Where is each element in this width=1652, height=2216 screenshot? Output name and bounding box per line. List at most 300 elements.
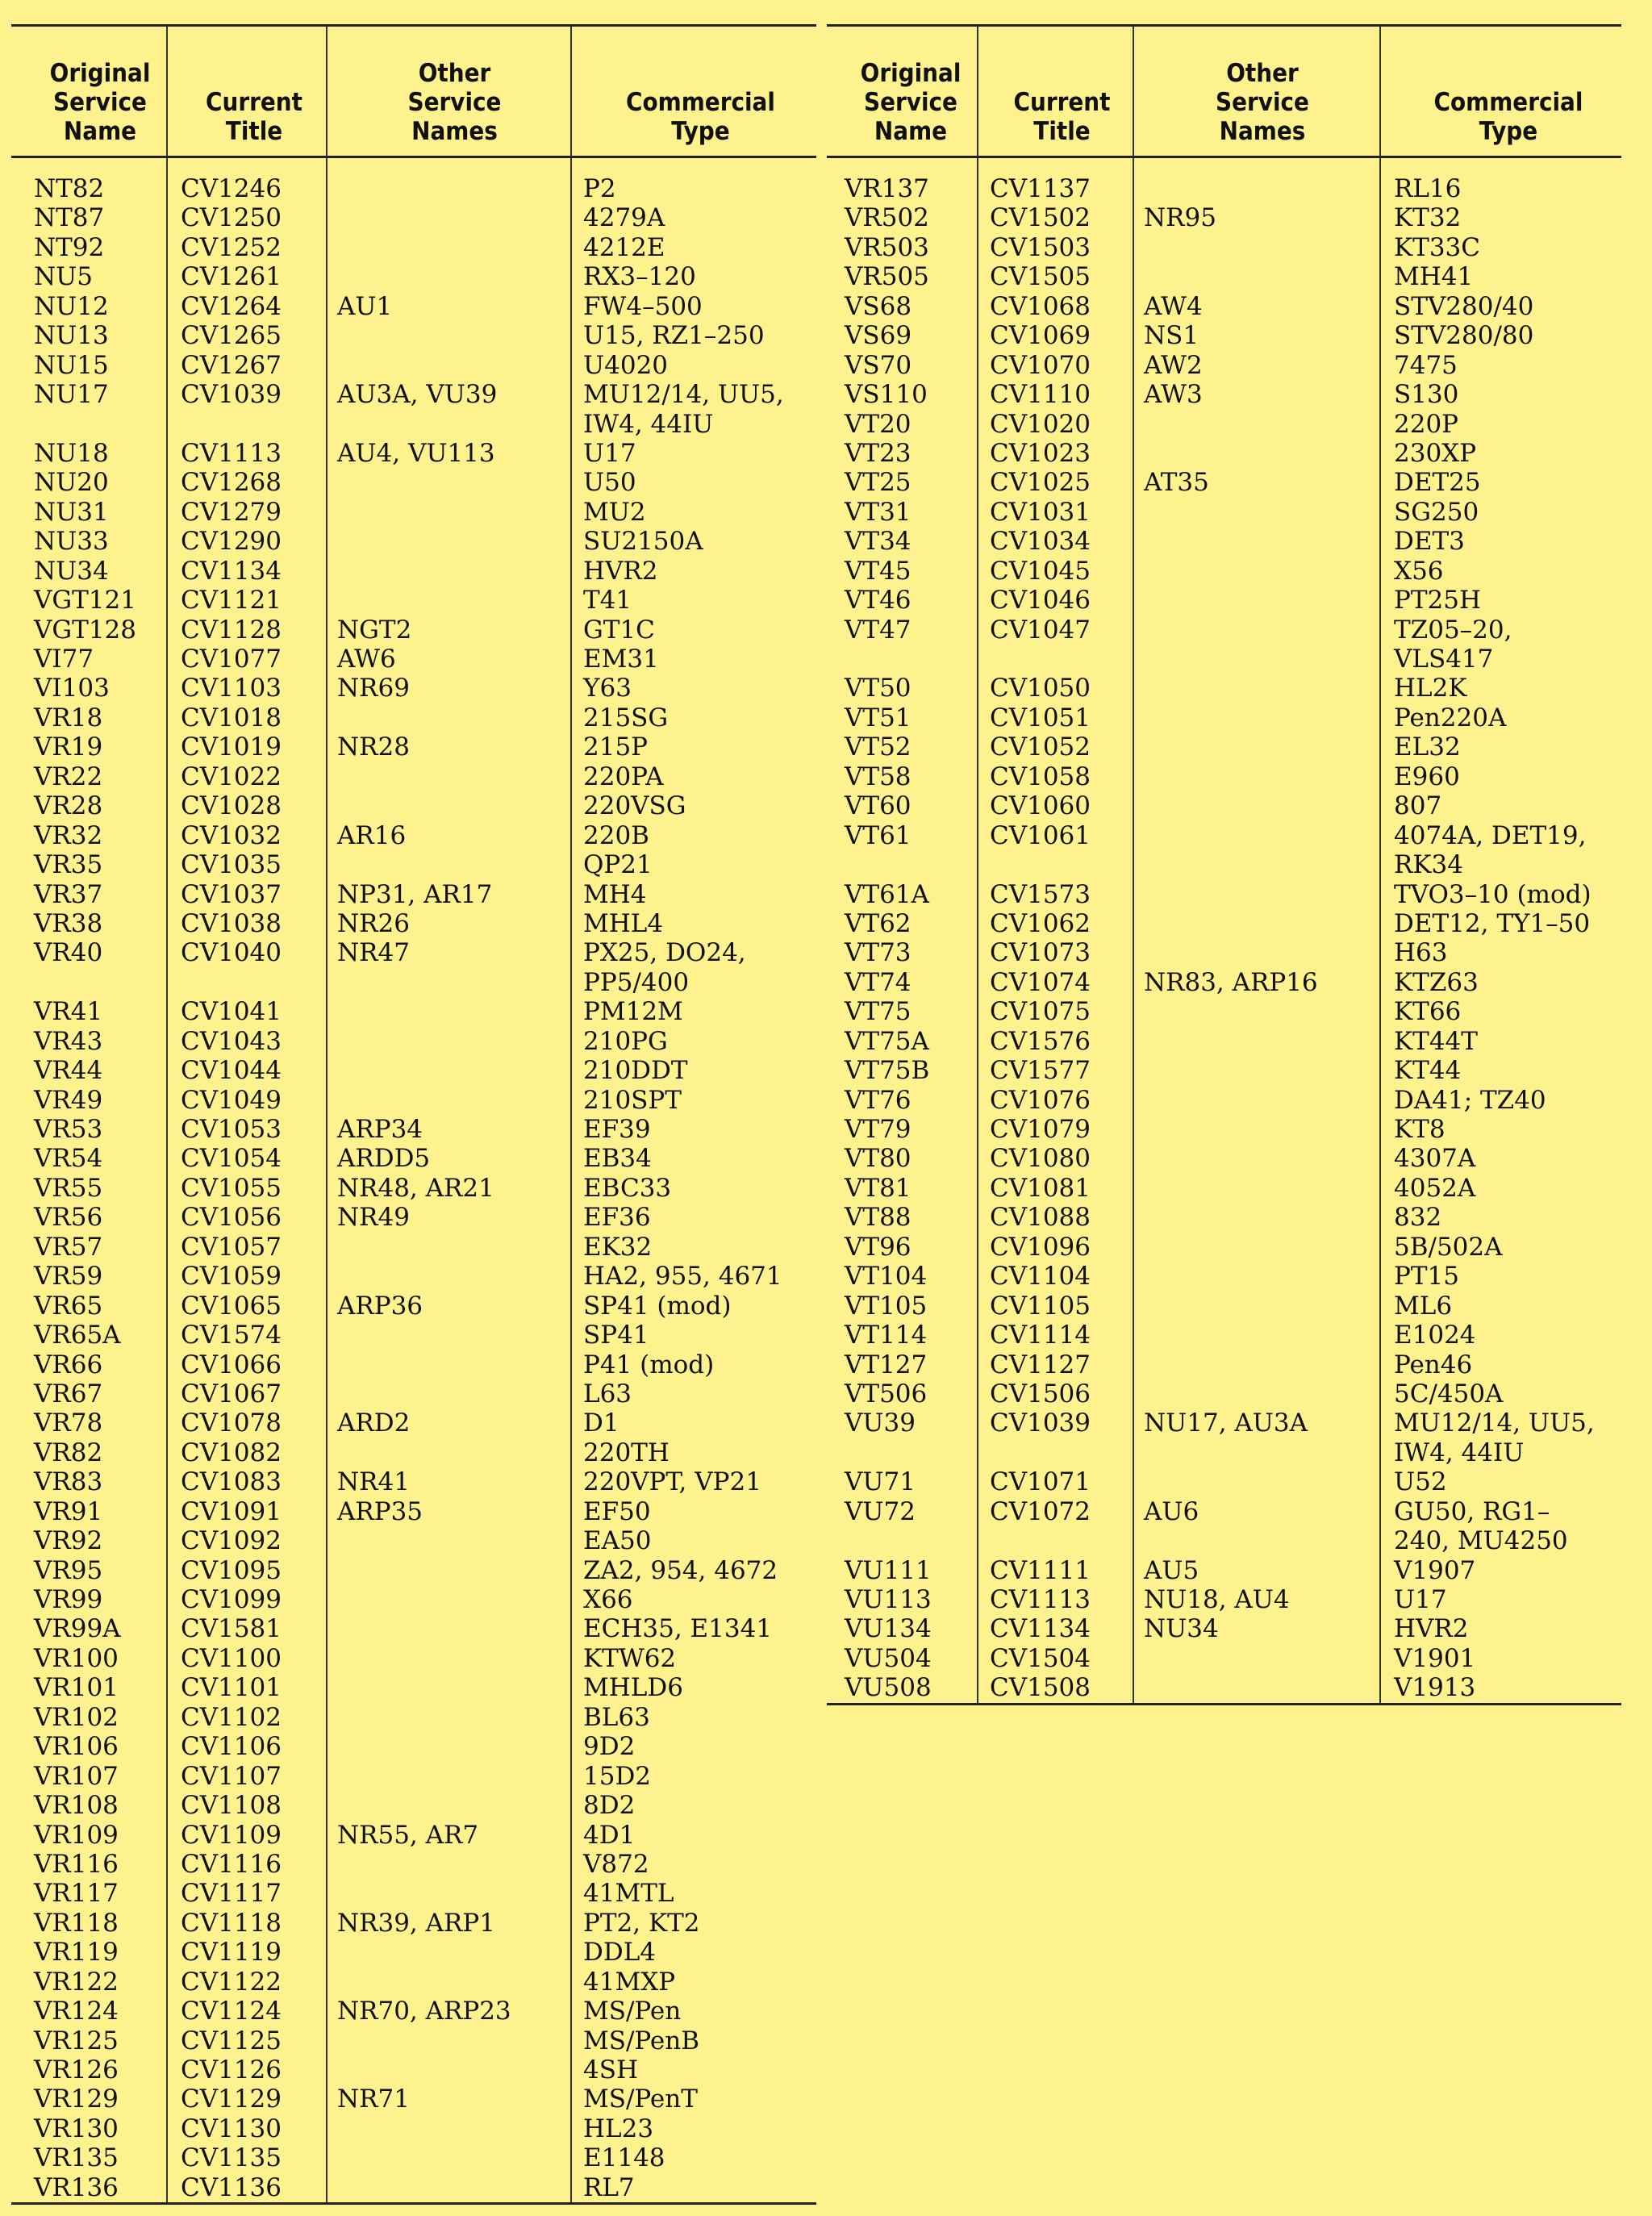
commercial-type-cell: 9D2 (583, 1732, 636, 1762)
commercial-type-cell: Pen46 (1394, 1350, 1473, 1379)
current-title-cell: CV1074 (990, 967, 1091, 997)
original-service-name-cell: NU34 (34, 556, 109, 586)
current-title-cell: CV1100 (181, 1643, 282, 1673)
other-service-names-cell (1133, 1526, 1379, 1555)
other-service-names-cell (1133, 674, 1379, 703)
other-service-names-cell (326, 557, 570, 586)
other-service-names-cell (326, 791, 570, 820)
other-service-names-cell: NU34 (1144, 1614, 1219, 1644)
other-service-names-cell: ARP35 (337, 1496, 423, 1526)
commercial-type-cell: STV280/40 (1394, 291, 1534, 321)
other-service-names-cell (326, 1086, 570, 1115)
commercial-type-cell: HVR2 (1394, 1614, 1469, 1644)
original-service-name-cell: VR54 (34, 1144, 103, 1174)
other-service-names-cell (1133, 938, 1379, 967)
current-title-cell: CV1135 (181, 2143, 282, 2173)
commercial-type-cell: E960 (1394, 762, 1460, 791)
table-row (11, 1233, 816, 1262)
commercial-type-cell: FW4–500 (583, 291, 703, 321)
table-row (11, 1174, 816, 1203)
other-service-names-cell (1133, 821, 1379, 850)
original-service-name-cell: VR505 (845, 262, 929, 292)
other-service-names-cell (326, 1968, 570, 1997)
table-row (11, 1086, 816, 1115)
other-service-names-cell (1133, 1321, 1379, 1350)
original-service-name-cell: VT88 (845, 1203, 912, 1233)
original-service-name-cell: VR100 (34, 1643, 119, 1673)
table-row (11, 1703, 816, 1732)
commercial-type-cell: IW4, 44IU (1394, 1438, 1525, 1467)
current-title-cell: CV1040 (181, 938, 282, 968)
other-service-names-cell (1133, 233, 1379, 262)
original-service-name-cell: VS70 (845, 350, 912, 380)
commercial-type-cell: V1907 (1394, 1555, 1476, 1585)
current-title-cell (166, 410, 326, 439)
commercial-type-cell: D1 (583, 1408, 620, 1438)
current-title-cell: CV1134 (990, 1614, 1091, 1644)
current-title-cell (977, 645, 1133, 674)
current-title-cell: CV1077 (181, 645, 282, 674)
commercial-type-cell: 220VSG (583, 791, 686, 821)
commercial-type-cell: MU2 (583, 497, 646, 527)
commercial-type-cell: PT15 (1394, 1262, 1459, 1292)
other-service-names-cell: AU5 (1144, 1555, 1199, 1585)
header-other-service-names: Other Service Names (326, 27, 570, 156)
other-service-names-cell (326, 2143, 570, 2172)
commercial-type-cell: STV280/80 (1394, 321, 1534, 351)
commercial-type-cell: PT2, KT2 (583, 1908, 700, 1938)
commercial-type-cell: KTZ63 (1394, 967, 1479, 997)
commercial-type-cell: 4SH (583, 2055, 638, 2085)
commercial-type-cell: EF50 (583, 1496, 651, 1526)
current-title-cell: CV1576 (990, 1026, 1091, 1056)
current-title-cell: CV1110 (990, 380, 1091, 410)
other-service-names-cell (326, 1556, 570, 1585)
table-row (11, 2114, 816, 2143)
table-row (11, 703, 816, 732)
commercial-type-cell: HL23 (583, 2114, 654, 2143)
table-row (11, 2055, 816, 2085)
commercial-type-cell: 5C/450A (1394, 1379, 1504, 1408)
other-service-names-cell (1133, 410, 1379, 439)
original-service-name-cell: VR109 (34, 1820, 119, 1850)
other-service-names-cell (1133, 1292, 1379, 1321)
table-row (11, 1203, 816, 1232)
commercial-type-cell: SP41 (mod) (583, 1291, 732, 1321)
other-service-names-cell (1133, 997, 1379, 1026)
original-service-name-cell: VS69 (845, 321, 912, 351)
commercial-type-cell: U4020 (583, 350, 669, 380)
original-service-name-cell: VR40 (34, 938, 103, 968)
commercial-type-cell: RL16 (1394, 174, 1462, 203)
other-service-names-cell (326, 1791, 570, 1820)
table-row (11, 262, 816, 291)
table-row (11, 1262, 816, 1291)
commercial-type-cell: HVR2 (583, 556, 658, 586)
other-service-names-cell (326, 762, 570, 791)
current-title-cell: CV1060 (990, 791, 1091, 821)
original-service-name-cell: VR125 (34, 2026, 119, 2055)
other-service-names-cell (326, 1056, 570, 1085)
table-row (11, 1379, 816, 1408)
table-row (827, 321, 1621, 350)
original-service-name-cell: VT47 (845, 615, 912, 645)
current-title-cell: CV1037 (181, 879, 282, 909)
table-row (827, 292, 1621, 321)
other-service-names-cell: AR16 (337, 820, 407, 850)
table-row (827, 791, 1621, 820)
commercial-type-cell: 15D2 (583, 1761, 652, 1791)
other-service-names-cell (1133, 1262, 1379, 1291)
original-service-name-cell: NU18 (34, 438, 109, 468)
current-title-cell (166, 968, 326, 997)
table-row (11, 2143, 816, 2172)
commercial-type-cell: MHLD6 (583, 1673, 683, 1703)
current-title-cell: CV1065 (181, 1291, 282, 1321)
commercial-type-cell: V1901 (1394, 1643, 1476, 1673)
other-service-names-cell (326, 410, 570, 439)
table-row (11, 1762, 816, 1791)
other-service-names-cell (326, 2114, 570, 2143)
other-service-names-cell (326, 321, 570, 350)
other-service-names-cell (326, 1262, 570, 1291)
current-title-cell: CV1122 (181, 1967, 282, 1997)
current-title-cell: CV1101 (181, 1673, 282, 1703)
original-service-name-cell: VR19 (34, 732, 103, 762)
current-title-cell: CV1034 (990, 527, 1091, 557)
current-title-cell: CV1265 (181, 321, 282, 351)
other-service-names-cell (1133, 732, 1379, 762)
commercial-type-cell: U17 (1394, 1585, 1447, 1614)
current-title-cell: CV1069 (990, 321, 1091, 351)
original-service-name-cell: VR99A (34, 1614, 121, 1644)
table-row (827, 1203, 1621, 1232)
table-row (11, 1292, 816, 1321)
other-service-names-cell (326, 498, 570, 527)
current-title-cell: CV1125 (181, 2026, 282, 2055)
current-title-cell: CV1062 (990, 908, 1091, 938)
other-service-names-cell: AU3A, VU39 (337, 380, 498, 410)
other-service-names-cell (326, 1673, 570, 1702)
original-service-name-cell: VR59 (34, 1262, 103, 1292)
other-service-names-cell (326, 850, 570, 879)
current-title-cell: CV1128 (181, 615, 282, 645)
other-service-names-cell (326, 703, 570, 732)
other-service-names-cell (1133, 1203, 1379, 1232)
commercial-type-cell: KT33C (1394, 232, 1481, 262)
table-row (827, 1350, 1621, 1379)
table-row (11, 968, 816, 997)
other-service-names-cell (1133, 1086, 1379, 1115)
current-title-cell: CV1050 (990, 674, 1091, 703)
table-row (827, 997, 1621, 1026)
table-row (11, 1321, 816, 1350)
table-row (827, 1027, 1621, 1056)
commercial-type-cell: P2 (583, 174, 616, 203)
original-service-name-cell: VI103 (34, 674, 110, 703)
original-service-name-cell: VT127 (845, 1350, 928, 1379)
commercial-type-cell: 5B/502A (1394, 1232, 1503, 1262)
original-service-name-cell: VT73 (845, 938, 912, 968)
table-row (827, 1262, 1621, 1291)
original-service-name-cell: VT61 (845, 820, 912, 850)
original-service-name-cell: VU134 (845, 1614, 932, 1644)
table-body (827, 158, 1621, 1703)
table-row (11, 1909, 816, 1938)
table-row (11, 468, 816, 497)
current-title-cell: CV1079 (990, 1115, 1091, 1144)
table-row (11, 1821, 816, 1850)
commercial-type-cell: RX3–120 (583, 262, 696, 292)
table-row (827, 732, 1621, 762)
other-service-names-cell: AU1 (337, 291, 393, 321)
original-service-name-cell: VT45 (845, 556, 912, 586)
current-title-cell: CV1504 (990, 1643, 1091, 1673)
original-service-name-cell (11, 410, 166, 439)
commercial-type-cell: U15, RZ1–250 (583, 321, 765, 351)
commercial-type-cell: SU2150A (583, 527, 703, 557)
other-service-names-cell (326, 1350, 570, 1379)
current-title-cell: CV1573 (990, 879, 1091, 909)
commercial-type-cell: 4307A (1394, 1144, 1476, 1174)
current-title-cell: CV1028 (181, 791, 282, 821)
original-service-name-cell: VR101 (34, 1673, 119, 1703)
other-service-names-cell: NR26 (337, 908, 410, 938)
current-title-cell: CV1095 (181, 1555, 282, 1585)
original-service-name-cell: VR122 (34, 1967, 119, 1997)
current-title-cell: CV1117 (181, 1879, 282, 1909)
other-service-names-cell (326, 1703, 570, 1732)
commercial-type-cell: 4279A (583, 203, 665, 233)
table-row (827, 1526, 1621, 1555)
original-service-name-cell: VT74 (845, 967, 912, 997)
current-title-cell: CV1045 (990, 556, 1091, 586)
commercial-type-cell: 215P (583, 732, 649, 762)
commercial-type-cell: BL63 (583, 1702, 650, 1732)
other-service-names-cell: AW2 (1144, 350, 1203, 380)
current-title-cell: CV1061 (990, 820, 1091, 850)
current-title-cell: CV1083 (181, 1467, 282, 1497)
table-row (827, 703, 1621, 732)
other-service-names-cell (1133, 1115, 1379, 1144)
table-row (827, 351, 1621, 380)
other-service-names-cell: NR47 (337, 938, 410, 968)
original-service-name-cell: VR130 (34, 2114, 119, 2143)
commercial-type-cell: H63 (1394, 938, 1448, 968)
current-title-cell: CV1058 (990, 762, 1091, 791)
current-title-cell: CV1103 (181, 674, 282, 703)
original-service-name-cell: VU71 (845, 1467, 916, 1497)
other-service-names-cell: AU4, VU113 (337, 438, 495, 468)
original-service-name-cell: VR66 (34, 1350, 103, 1379)
commercial-type-cell: GT1C (583, 615, 655, 645)
table-row (827, 1174, 1621, 1203)
commercial-type-cell: EA50 (583, 1526, 652, 1556)
original-service-name-cell: VR118 (34, 1908, 119, 1938)
other-service-names-cell (326, 351, 570, 380)
other-service-names-cell (1133, 850, 1379, 879)
current-title-cell: CV1070 (990, 350, 1091, 380)
commercial-type-cell: MU12/14, UU5, (583, 380, 784, 410)
current-title-cell: CV1505 (990, 262, 1091, 292)
table-row (827, 1115, 1621, 1144)
table-row (827, 527, 1621, 556)
current-title-cell: CV1130 (181, 2114, 282, 2143)
current-title-cell: CV1134 (181, 556, 282, 586)
table-row (827, 938, 1621, 967)
current-title-cell: CV1113 (181, 438, 282, 468)
commercial-type-cell: VLS417 (1394, 645, 1494, 674)
table-row (11, 1879, 816, 1908)
original-service-name-cell: VU111 (845, 1555, 932, 1585)
other-service-names-cell: NR69 (337, 674, 410, 703)
table-row (11, 997, 816, 1026)
other-service-names-cell (326, 1938, 570, 1967)
original-service-name-cell: VT75B (845, 1056, 930, 1086)
original-service-name-cell: VU113 (845, 1585, 932, 1614)
other-service-names-cell: NR55, AR7 (337, 1820, 479, 1850)
original-service-name-cell: VT75 (845, 997, 912, 1027)
original-service-name-cell: VR95 (34, 1555, 103, 1585)
other-service-names-cell: AT35 (1144, 468, 1209, 498)
commercial-type-cell: MS/PenT (583, 2085, 698, 2114)
original-service-name-cell: VR38 (34, 908, 103, 938)
commercial-type-cell: U17 (583, 438, 636, 468)
commercial-type-cell: DET12, TY1–50 (1394, 908, 1591, 938)
current-title-cell: CV1124 (181, 1997, 282, 2026)
current-title-cell: CV1136 (181, 2172, 282, 2202)
current-title-cell: CV1577 (990, 1056, 1091, 1086)
other-service-names-cell (1133, 880, 1379, 909)
current-title-cell: CV1137 (990, 174, 1091, 203)
original-service-name-cell (827, 1526, 977, 1555)
table-header (11, 27, 816, 158)
current-title-cell: CV1067 (181, 1379, 282, 1408)
table-row (11, 1644, 816, 1673)
other-service-names-cell (1133, 1056, 1379, 1085)
other-service-names-cell: ARP34 (337, 1115, 423, 1144)
table-row (11, 2026, 816, 2055)
table-row (11, 2173, 816, 2202)
table-row (827, 1673, 1621, 1702)
other-service-names-cell: AW4 (1144, 291, 1203, 321)
commercial-type-cell: SP41 (583, 1321, 649, 1350)
original-service-name-cell: VT51 (845, 703, 912, 732)
commercial-type-cell: EF36 (583, 1203, 651, 1233)
table-row (827, 498, 1621, 527)
table-row (11, 1438, 816, 1467)
current-title-cell: CV1129 (181, 2085, 282, 2114)
table-row (827, 557, 1621, 586)
current-title-cell: CV1019 (181, 732, 282, 762)
current-title-cell: CV1508 (990, 1673, 1091, 1703)
original-service-name-cell: NU12 (34, 291, 109, 321)
other-service-names-cell (1133, 557, 1379, 586)
original-service-name-cell (11, 968, 166, 997)
current-title-cell: CV1072 (990, 1496, 1091, 1526)
table-row (11, 1056, 816, 1085)
commercial-type-cell: 220PA (583, 762, 664, 791)
original-service-name-cell: VR49 (34, 1085, 103, 1115)
table-row (11, 1408, 816, 1438)
current-title-cell: CV1041 (181, 997, 282, 1027)
original-service-name-cell: VT52 (845, 732, 912, 762)
table-row (11, 1467, 816, 1496)
table-row (827, 1467, 1621, 1496)
current-title-cell: CV1047 (990, 615, 1091, 645)
current-title-cell: CV1088 (990, 1203, 1091, 1233)
commercial-type-cell: ECH35, E1341 (583, 1614, 773, 1644)
header-current-title: Current Title (166, 27, 326, 156)
commercial-type-cell: HL2K (1394, 674, 1467, 703)
original-service-name-cell: VR43 (34, 1026, 103, 1056)
commercial-type-cell: ZA2, 954, 4672 (583, 1555, 778, 1585)
original-service-name-cell (827, 1438, 977, 1467)
commercial-type-cell: 4052A (1394, 1173, 1476, 1203)
table-row (11, 1350, 816, 1379)
table-row (11, 498, 816, 527)
table-row (11, 1968, 816, 1997)
commercial-type-cell: 220B (583, 820, 649, 850)
original-service-name-cell: VGT128 (34, 615, 136, 645)
original-service-name-cell: VT81 (845, 1173, 912, 1203)
commercial-type-cell: 210DDT (583, 1056, 688, 1086)
current-title-cell: CV1025 (990, 468, 1091, 498)
other-service-names-cell: ARP36 (337, 1291, 423, 1321)
commercial-type-cell: 220VPT, VP21 (583, 1467, 761, 1497)
commercial-type-cell: MHL4 (583, 908, 664, 938)
table-row (11, 1526, 816, 1555)
commercial-type-cell: KT44 (1394, 1056, 1462, 1086)
commercial-type-cell: U52 (1394, 1467, 1447, 1497)
original-service-name-cell: VR78 (34, 1408, 103, 1438)
current-title-cell: CV1075 (990, 997, 1091, 1027)
table-row (827, 1644, 1621, 1673)
table-row (11, 292, 816, 321)
table-row (11, 1144, 816, 1173)
other-service-names-cell (326, 2026, 570, 2055)
table-row (11, 351, 816, 380)
table-row (827, 468, 1621, 497)
commercial-type-cell: X56 (1394, 556, 1444, 586)
current-title-cell: CV1261 (181, 262, 282, 292)
table-row (11, 1938, 816, 1967)
other-service-names-cell: AW6 (337, 645, 396, 674)
table-row (11, 645, 816, 674)
other-service-names-cell (1133, 1350, 1379, 1379)
original-service-name-cell: VR106 (34, 1732, 119, 1762)
commercial-type-cell: 215SG (583, 703, 669, 732)
commercial-type-cell: KT8 (1394, 1115, 1446, 1144)
table-row (11, 1850, 816, 1879)
original-service-name-cell: NU33 (34, 527, 109, 557)
table-row (827, 262, 1621, 291)
original-service-name-cell: VT96 (845, 1232, 912, 1262)
other-service-names-cell: NR41 (337, 1467, 410, 1497)
table-row (827, 1556, 1621, 1585)
original-service-name-cell: VR91 (34, 1496, 103, 1526)
current-title-cell: CV1046 (990, 586, 1091, 616)
commercial-type-cell: 220TH (583, 1438, 670, 1467)
original-service-name-cell: VU504 (845, 1643, 932, 1673)
other-service-names-cell (1133, 791, 1379, 820)
original-service-name-cell: VGT121 (34, 586, 136, 616)
commercial-type-cell: MS/PenB (583, 2026, 699, 2055)
table-row (827, 1379, 1621, 1408)
table-row (827, 968, 1621, 997)
commercial-type-cell: MH4 (583, 879, 647, 909)
commercial-type-cell: 8D2 (583, 1791, 636, 1821)
